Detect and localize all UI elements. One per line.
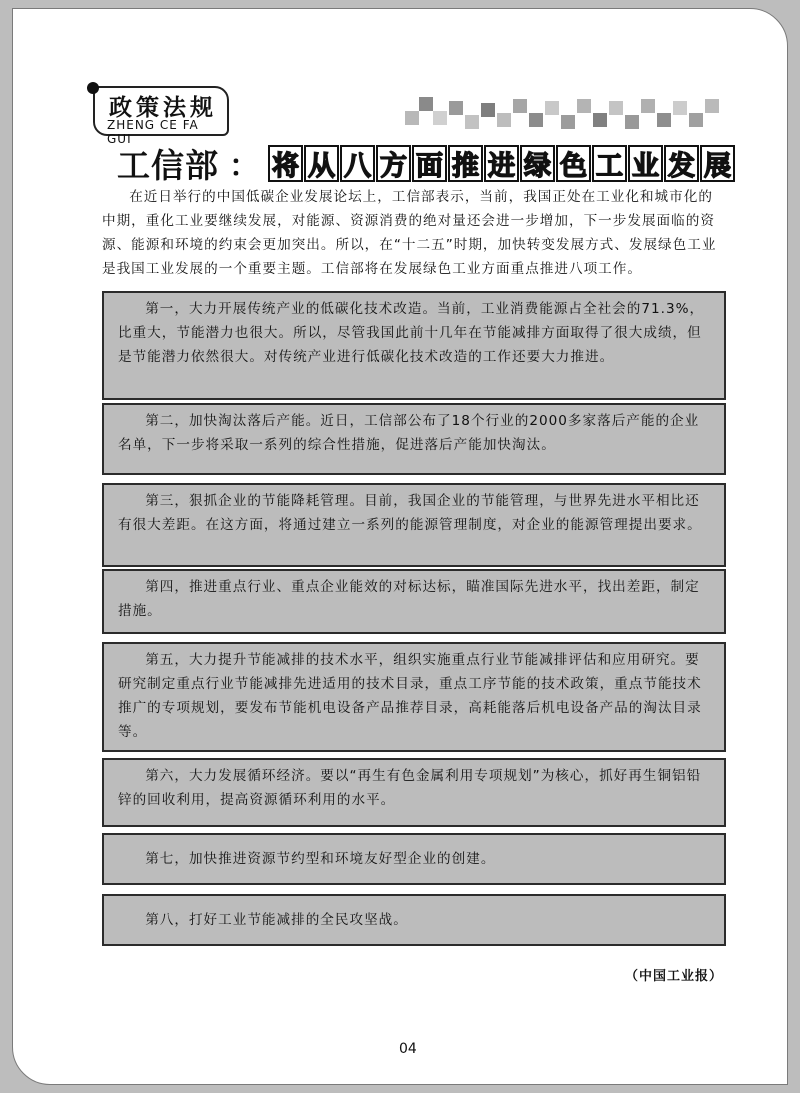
headline-colon: ： <box>229 149 259 184</box>
item-box-6 <box>102 758 726 827</box>
headline-char: 展 <box>700 145 735 182</box>
headline-char: 进 <box>484 145 519 182</box>
headline <box>117 142 736 184</box>
decorative-squares-icon <box>405 97 735 131</box>
headline-lead: 工信部 <box>117 145 219 185</box>
headline-boxed-text <box>268 145 736 182</box>
bullet-dot-icon <box>87 82 99 94</box>
headline-char: 工 <box>592 145 627 182</box>
source-credit: （中国工业报） <box>625 969 724 984</box>
item-text: 第八，打好工业节能减排的全民攻坚战。 <box>145 912 408 928</box>
item-box-4 <box>102 569 726 634</box>
headline-char: 色 <box>556 145 591 182</box>
section-subtitle: ZHENG CE FA GUI <box>107 118 199 146</box>
item-box-8 <box>102 894 726 946</box>
item-box-5 <box>102 642 726 752</box>
headline-char: 面 <box>412 145 447 182</box>
item-text: 第五，大力提升节能减排的技术水平，组织实施重点行业节能减排评估和应用研究。要研究制定重点行业节能减排先进适用的技术目录，重点工序节能的技术政策，重点节能技术推广的专项规划，要发布节能机电设备产品推荐目录，高耗能落后机电设备产品的淘汰目录等。 <box>118 652 702 740</box>
section-tag <box>93 86 229 146</box>
item-text: 第二，加快淘汰落后产能。近日，工信部公布了18个行业的2000多家落后产能的企业名单，下一步将采取一系列的综合性措施，促进落后产能加快淘汰。 <box>118 413 700 453</box>
headline-char: 发 <box>664 145 699 182</box>
headline-char: 从 <box>304 145 339 182</box>
item-text: 第三，狠抓企业的节能降耗管理。目前，我国企业的节能管理，与世界先进水平相比还有很大差距。在这方面，将通过建立一系列的能源管理制度，对企业的能源管理提出要求。 <box>118 493 702 533</box>
intro-paragraph: 在近日举行的中国低碳企业发展论坛上，工信部表示，当前，我国正处在工业化和城市化的中期，重化工业要继续发展，对能源、资源消费的绝对量还会进一步增加，下一步发展面临的资源、能源和环境的约束会更加突出。所以，在“十二五”时期，加快转变发展方式、发展绿色工业是我国工业发展的一个重要主题。工信部将在发展绿色工业方面重点推进八项工作。 <box>102 189 717 277</box>
headline-char: 八 <box>340 145 375 182</box>
headline-char: 方 <box>376 145 411 182</box>
item-box-2 <box>102 403 726 475</box>
headline-char: 业 <box>628 145 663 182</box>
item-text: 第四，推进重点行业、重点企业能效的对标达标，瞄准国际先进水平，找出差距，制定措施。 <box>118 579 700 619</box>
item-text: 第一，大力开展传统产业的低碳化技术改造。当前，工业消费能源占全社会的71.3%，比重大，节能潜力也很大。所以，尽管我国此前十几年在节能减排方面取得了很大成绩，但是节能潜力依然很大。对传统产业进行低碳化技术改造的工作还要大力推进。 <box>118 301 705 365</box>
section-title: 政策法规 <box>109 95 217 121</box>
item-box-3 <box>102 483 726 567</box>
item-box-7 <box>102 833 726 885</box>
headline-char: 绿 <box>520 145 555 182</box>
document-page <box>12 8 788 1085</box>
headline-char: 推 <box>448 145 483 182</box>
item-box-1 <box>102 291 726 400</box>
headline-char: 将 <box>268 145 303 182</box>
item-text: 第六，大力发展循环经济。要以“再生有色金属利用专项规划”为核心，抓好再生铜铝铅锌的回收利用，提高资源循环利用的水平。 <box>118 768 702 808</box>
item-text: 第七，加快推进资源节约型和环境友好型企业的创建。 <box>145 851 496 867</box>
page-number: 04 <box>399 1041 417 1057</box>
